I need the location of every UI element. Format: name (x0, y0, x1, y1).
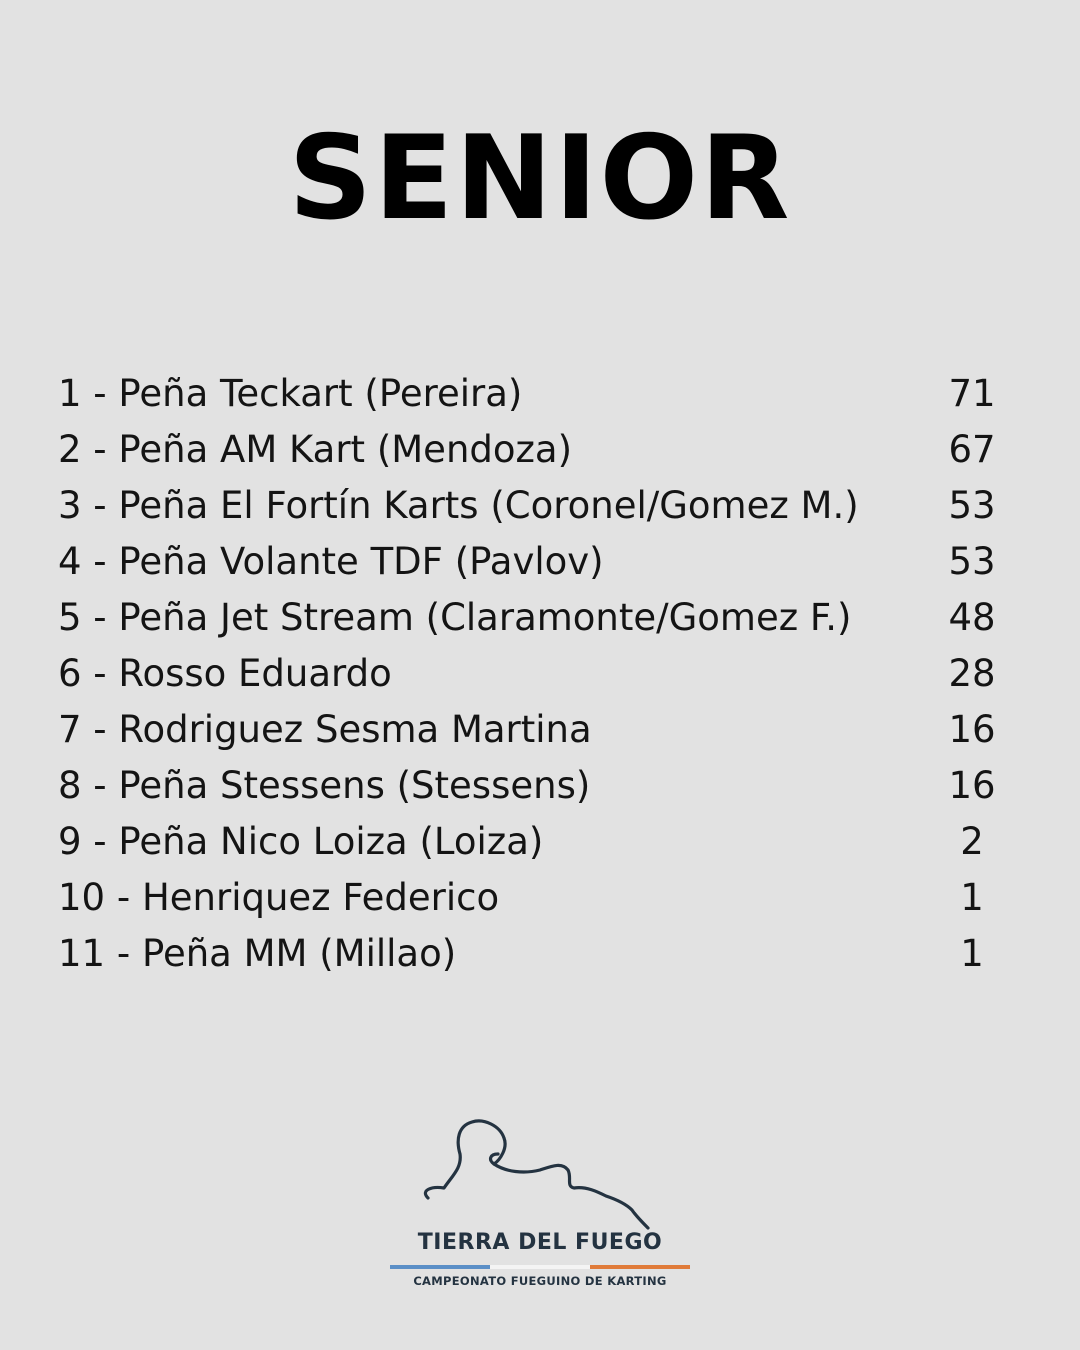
standings-row-label: 5 - Peña Jet Stream (Claramonte/Gomez F.) (58, 596, 852, 639)
standings-row-points: 16 (948, 708, 996, 751)
standings-row-label: 1 - Peña Teckart (Pereira) (58, 372, 523, 415)
standings-list (58, 366, 1020, 982)
standings-row (58, 926, 1020, 982)
page-title: SENIOR (288, 111, 792, 246)
logo-bar-orange (590, 1265, 690, 1269)
standings-row (58, 590, 1020, 646)
standings-row-points: 1 (960, 876, 984, 919)
standings-row-points: 53 (948, 540, 996, 583)
standings-row-label: 10 - Henriquez Federico (58, 876, 500, 919)
standings-row-points: 53 (948, 484, 996, 527)
standings-row-label: 9 - Peña Nico Loiza (Loiza) (58, 820, 544, 863)
logo-color-bars (390, 1265, 690, 1269)
logo-subtitle: CAMPEONATO FUEGUINO DE KARTING (413, 1274, 667, 1288)
standings-row (58, 422, 1020, 478)
logo-brand-name: TIERRA DEL FUEGO (417, 1230, 663, 1255)
standings-row-points: 28 (948, 652, 996, 695)
standings-row (58, 366, 1020, 422)
standings-row-points: 2 (960, 820, 984, 863)
championship-logo (360, 1110, 720, 1300)
standings-row (58, 478, 1020, 534)
standings-row-label: 3 - Peña El Fortín Karts (Coronel/Gomez M.) (58, 484, 859, 527)
logo-bar-blue (390, 1265, 490, 1269)
standings-row (58, 814, 1020, 870)
standings-row (58, 646, 1020, 702)
standings-row (58, 870, 1020, 926)
standings-row-points: 16 (948, 764, 996, 807)
standings-row-points: 67 (948, 428, 996, 471)
island-outline-icon (360, 1110, 720, 1230)
standings-row-label: 11 - Peña MM (Millao) (58, 932, 457, 975)
standings-row-points: 1 (960, 932, 984, 975)
standings-row-label: 6 - Rosso Eduardo (58, 652, 392, 695)
standings-row-label: 4 - Peña Volante TDF (Pavlov) (58, 540, 604, 583)
standings-row (58, 702, 1020, 758)
standings-row-label: 8 - Peña Stessens (Stessens) (58, 764, 591, 807)
standings-row-label: 7 - Rodriguez Sesma Martina (58, 708, 592, 751)
standings-row-points: 48 (948, 596, 996, 639)
standings-row (58, 534, 1020, 590)
standings-row-points: 71 (948, 372, 996, 415)
logo-bar-white (490, 1265, 590, 1269)
standings-row-label: 2 - Peña AM Kart (Mendoza) (58, 428, 573, 471)
standings-row (58, 758, 1020, 814)
